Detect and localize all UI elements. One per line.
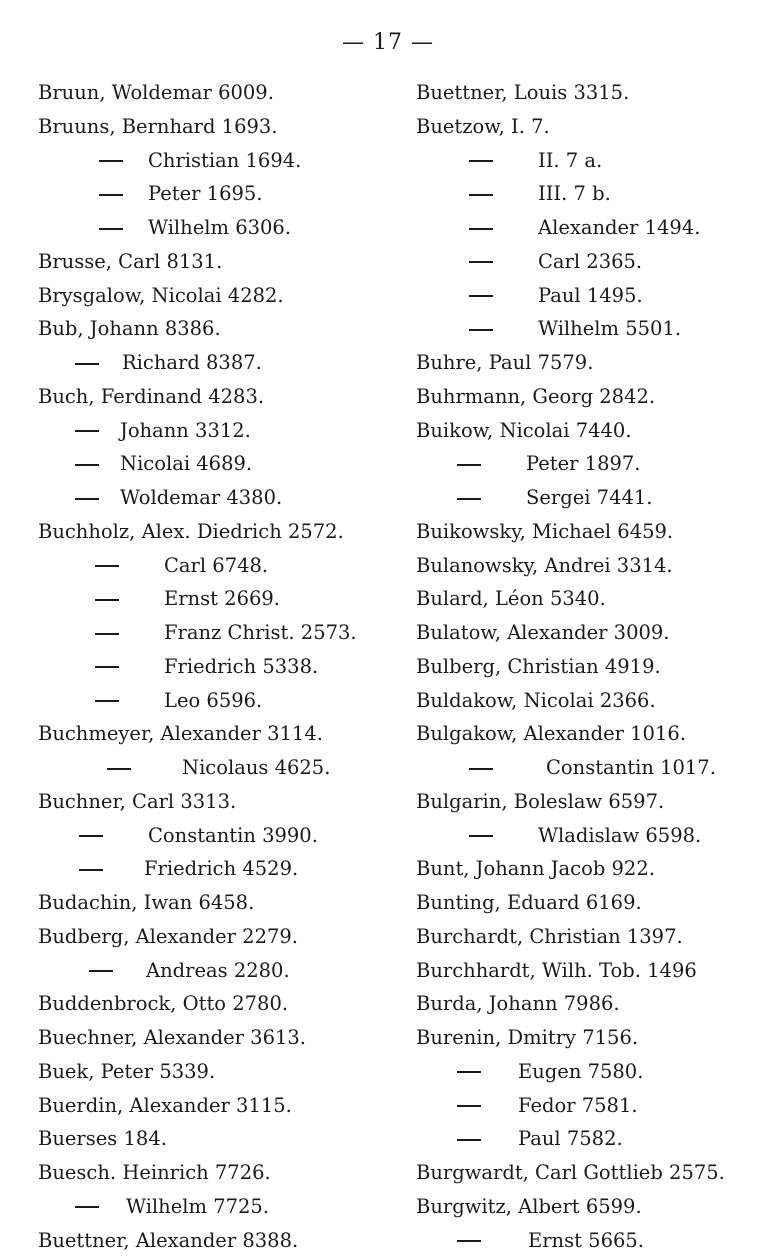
entry-text: Buikow, Nicolai 7440. <box>416 418 632 442</box>
ditto-dash <box>468 751 494 785</box>
entry-text: Peter 1695. <box>148 182 263 206</box>
ditto-dash <box>94 616 120 650</box>
entry-text: Bunt, Johann Jacob 922. <box>416 857 655 881</box>
index-entry <box>38 515 398 549</box>
entry-text: Brysgalow, Nicolai 4282. <box>38 283 284 307</box>
ditto-dash <box>456 447 482 481</box>
index-subentry <box>38 144 398 178</box>
entry-text: Richard 8387. <box>122 351 262 374</box>
entry-text: Buch, Ferdinand 4283. <box>38 384 265 408</box>
ditto-dash <box>74 414 100 448</box>
entry-text: Brusse, Carl 8131. <box>38 249 223 273</box>
entry-text: Eugen 7580. <box>518 1059 644 1083</box>
entry-text: Nicolaus 4625. <box>182 756 331 779</box>
entry-text: Buettner, Louis 3315. <box>416 81 630 104</box>
entry-text: Bunting, Eduard 6169. <box>416 891 642 914</box>
ditto-dash <box>468 245 494 279</box>
entry-text: Buhre, Paul 7579. <box>416 351 594 374</box>
index-entry <box>38 76 398 110</box>
index-subentry <box>416 177 772 211</box>
index-entry <box>416 1156 772 1190</box>
index-entry <box>416 785 772 819</box>
left-column <box>38 76 398 1257</box>
entry-text: Leo 6596. <box>164 688 263 712</box>
entry-text: Wilhelm 6306. <box>148 216 292 239</box>
entry-text: Ernst 5665. <box>528 1228 644 1252</box>
ditto-dash <box>94 684 120 718</box>
ditto-dash <box>74 481 100 515</box>
entry-text: Sergei 7441. <box>526 486 653 509</box>
index-subentry <box>416 279 772 313</box>
index-entry <box>416 549 772 583</box>
entry-text: Buchmeyer, Alexander 3114. <box>38 722 323 746</box>
index-entry <box>38 1122 398 1156</box>
index-entry <box>416 515 772 549</box>
index-entry <box>38 380 398 414</box>
index-entry <box>38 987 398 1021</box>
index-entry <box>416 987 772 1021</box>
entry-text: Constantin 1017. <box>546 756 716 779</box>
index-subentry <box>416 819 772 853</box>
index-subentry <box>416 211 772 245</box>
entry-text: Franz Christ. 2573. <box>164 621 357 644</box>
entry-text: Bulgakow, Alexander 1016. <box>416 722 686 746</box>
index-entry <box>416 616 772 650</box>
ditto-dash <box>94 650 120 684</box>
entry-text: Paul 7582. <box>518 1127 623 1151</box>
entry-text: Alexander 1494. <box>538 216 701 239</box>
index-subentry <box>416 1089 772 1123</box>
entry-text: Woldemar 4380. <box>120 486 283 509</box>
ditto-dash <box>456 1089 482 1123</box>
entry-text: Buikowsky, Michael 6459. <box>416 519 674 543</box>
index-subentry <box>38 414 398 448</box>
index-entry <box>38 920 398 954</box>
ditto-dash <box>98 177 124 211</box>
index-entry <box>416 110 772 144</box>
index-subentry <box>38 177 398 211</box>
entry-text: Burchhardt, Wilh. Tob. 1496 <box>416 958 697 982</box>
entry-text: Buerses 184. <box>38 1127 167 1151</box>
index-entry <box>416 414 772 448</box>
index-entry <box>416 920 772 954</box>
index-subentry <box>38 616 398 650</box>
index-subentry <box>416 481 772 515</box>
index-entry <box>38 1224 398 1258</box>
entry-text: Wilhelm 5501. <box>538 317 682 341</box>
ditto-dash <box>468 279 494 313</box>
index-entry <box>38 312 398 346</box>
entry-text: Bruun, Woldemar 6009. <box>38 81 274 104</box>
ditto-dash <box>98 144 124 178</box>
index-entry <box>416 76 772 110</box>
index-subentry <box>416 447 772 481</box>
entry-text: Budberg, Alexander 2279. <box>38 924 299 948</box>
entry-text: Nicolai 4689. <box>120 452 253 476</box>
ditto-dash <box>456 1055 482 1089</box>
index-subentry <box>416 245 772 279</box>
entry-text: Bulard, Léon 5340. <box>416 587 606 611</box>
index-entry <box>416 582 772 616</box>
entry-text: Burenin, Dmitry 7156. <box>416 1026 639 1049</box>
ditto-dash <box>456 481 482 515</box>
ditto-dash <box>456 1224 482 1258</box>
index-subentry <box>38 684 398 718</box>
ditto-dash <box>468 211 494 245</box>
ditto-dash <box>74 447 100 481</box>
entry-text: Budachin, Iwan 6458. <box>38 891 255 914</box>
entry-text: Burgwitz, Albert 6599. <box>416 1194 642 1218</box>
index-subentry <box>38 751 398 785</box>
ditto-dash <box>106 751 132 785</box>
index-subentry <box>416 1122 772 1156</box>
entry-text: Burda, Johann 7986. <box>416 992 620 1016</box>
index-subentry <box>38 650 398 684</box>
ditto-dash <box>94 582 120 616</box>
entry-text: Bulberg, Christian 4919. <box>416 654 661 678</box>
index-entry <box>38 1089 398 1123</box>
entry-text: Friedrich 5338. <box>164 654 319 678</box>
index-subentry <box>38 549 398 583</box>
index-subentry <box>38 447 398 481</box>
index-entry <box>38 279 398 313</box>
index-entry <box>416 346 772 380</box>
index-subentry <box>416 312 772 346</box>
ditto-dash <box>468 819 494 853</box>
ditto-dash <box>94 549 120 583</box>
index-subentry <box>38 954 398 988</box>
entry-text: Bulanowsky, Andrei 3314. <box>416 553 673 577</box>
entry-text: Carl 6748. <box>164 553 269 577</box>
index-entry <box>416 650 772 684</box>
ditto-dash <box>98 211 124 245</box>
index-entry <box>416 852 772 886</box>
entry-text: Buhrmann, Georg 2842. <box>416 384 656 408</box>
index-entry <box>38 886 398 920</box>
index-subentry <box>38 1190 398 1224</box>
entry-text: Buek, Peter 5339. <box>38 1059 216 1083</box>
ditto-dash <box>456 1122 482 1156</box>
entry-text: Ernst 2669. <box>164 587 280 611</box>
ditto-dash <box>468 177 494 211</box>
ditto-dash <box>88 954 114 988</box>
index-entry <box>416 717 772 751</box>
ditto-dash <box>468 144 494 178</box>
entry-text: Bulgarin, Boleslaw 6597. <box>416 789 665 813</box>
index-subentry <box>38 481 398 515</box>
entry-text: Buetzow, I. 7. <box>416 114 550 138</box>
index-entry <box>38 717 398 751</box>
index-subentry <box>38 852 398 886</box>
index-entry <box>416 1021 772 1055</box>
index-entry <box>416 954 772 988</box>
index-entry <box>38 1021 398 1055</box>
index-subentry <box>38 582 398 616</box>
index-entry <box>38 245 398 279</box>
entry-text: Bub, Johann 8386. <box>38 317 221 341</box>
index-entry <box>38 110 398 144</box>
entry-text: Friedrich 4529. <box>144 857 299 881</box>
index-entry <box>416 380 772 414</box>
entry-text: Johann 3312. <box>120 418 251 442</box>
entry-text: Wladislaw 6598. <box>538 823 702 847</box>
index-subentry <box>416 144 772 178</box>
entry-text: Burgwardt, Carl Gottlieb 2575. <box>416 1161 725 1184</box>
index-subentry <box>416 1055 772 1089</box>
entry-text: Buechner, Alexander 3613. <box>38 1026 306 1049</box>
entry-text: Constantin 3990. <box>148 823 318 847</box>
entry-text: II. 7 a. <box>538 148 603 172</box>
entry-text: Wilhelm 7725. <box>126 1194 270 1218</box>
entry-text: Buesch. Heinrich 7726. <box>38 1161 271 1184</box>
entry-text: Bulatow, Alexander 3009. <box>416 621 670 644</box>
ditto-dash <box>74 346 100 380</box>
entry-text: Carl 2365. <box>538 249 643 273</box>
entry-text: Buchholz, Alex. Diedrich 2572. <box>38 519 344 543</box>
index-subentry <box>416 751 772 785</box>
entry-text: Andreas 2280. <box>146 958 290 982</box>
entry-text: Paul 1495. <box>538 283 643 307</box>
index-entry <box>38 1156 398 1190</box>
index-subentry <box>38 211 398 245</box>
entry-text: Burchardt, Christian 1397. <box>416 924 683 948</box>
index-entry <box>38 1055 398 1089</box>
entry-text: Peter 1897. <box>526 452 641 476</box>
entry-text: Christian 1694. <box>148 148 302 172</box>
page-number: — 17 — <box>342 30 434 55</box>
index-entry <box>416 684 772 718</box>
entry-text: Buettner, Alexander 8388. <box>38 1228 299 1252</box>
entry-text: Buddenbrock, Otto 2780. <box>38 992 289 1016</box>
right-column <box>416 76 772 1257</box>
index-subentry <box>38 819 398 853</box>
ditto-dash <box>78 852 104 886</box>
index-entry <box>416 1190 772 1224</box>
entry-text: Buldakow, Nicolai 2366. <box>416 688 656 712</box>
ditto-dash <box>468 312 494 346</box>
index-entry <box>38 785 398 819</box>
ditto-dash <box>74 1190 100 1224</box>
entry-text: Fedor 7581. <box>518 1093 638 1117</box>
entry-text: III. 7 b. <box>538 182 611 206</box>
index-entry <box>416 886 772 920</box>
index-subentry <box>38 346 398 380</box>
entry-text: Buerdin, Alexander 3115. <box>38 1093 292 1117</box>
ditto-dash <box>78 819 104 853</box>
index-subentry <box>416 1224 772 1258</box>
entry-text: Bruuns, Bernhard 1693. <box>38 114 278 138</box>
entry-text: Buchner, Carl 3313. <box>38 789 237 813</box>
